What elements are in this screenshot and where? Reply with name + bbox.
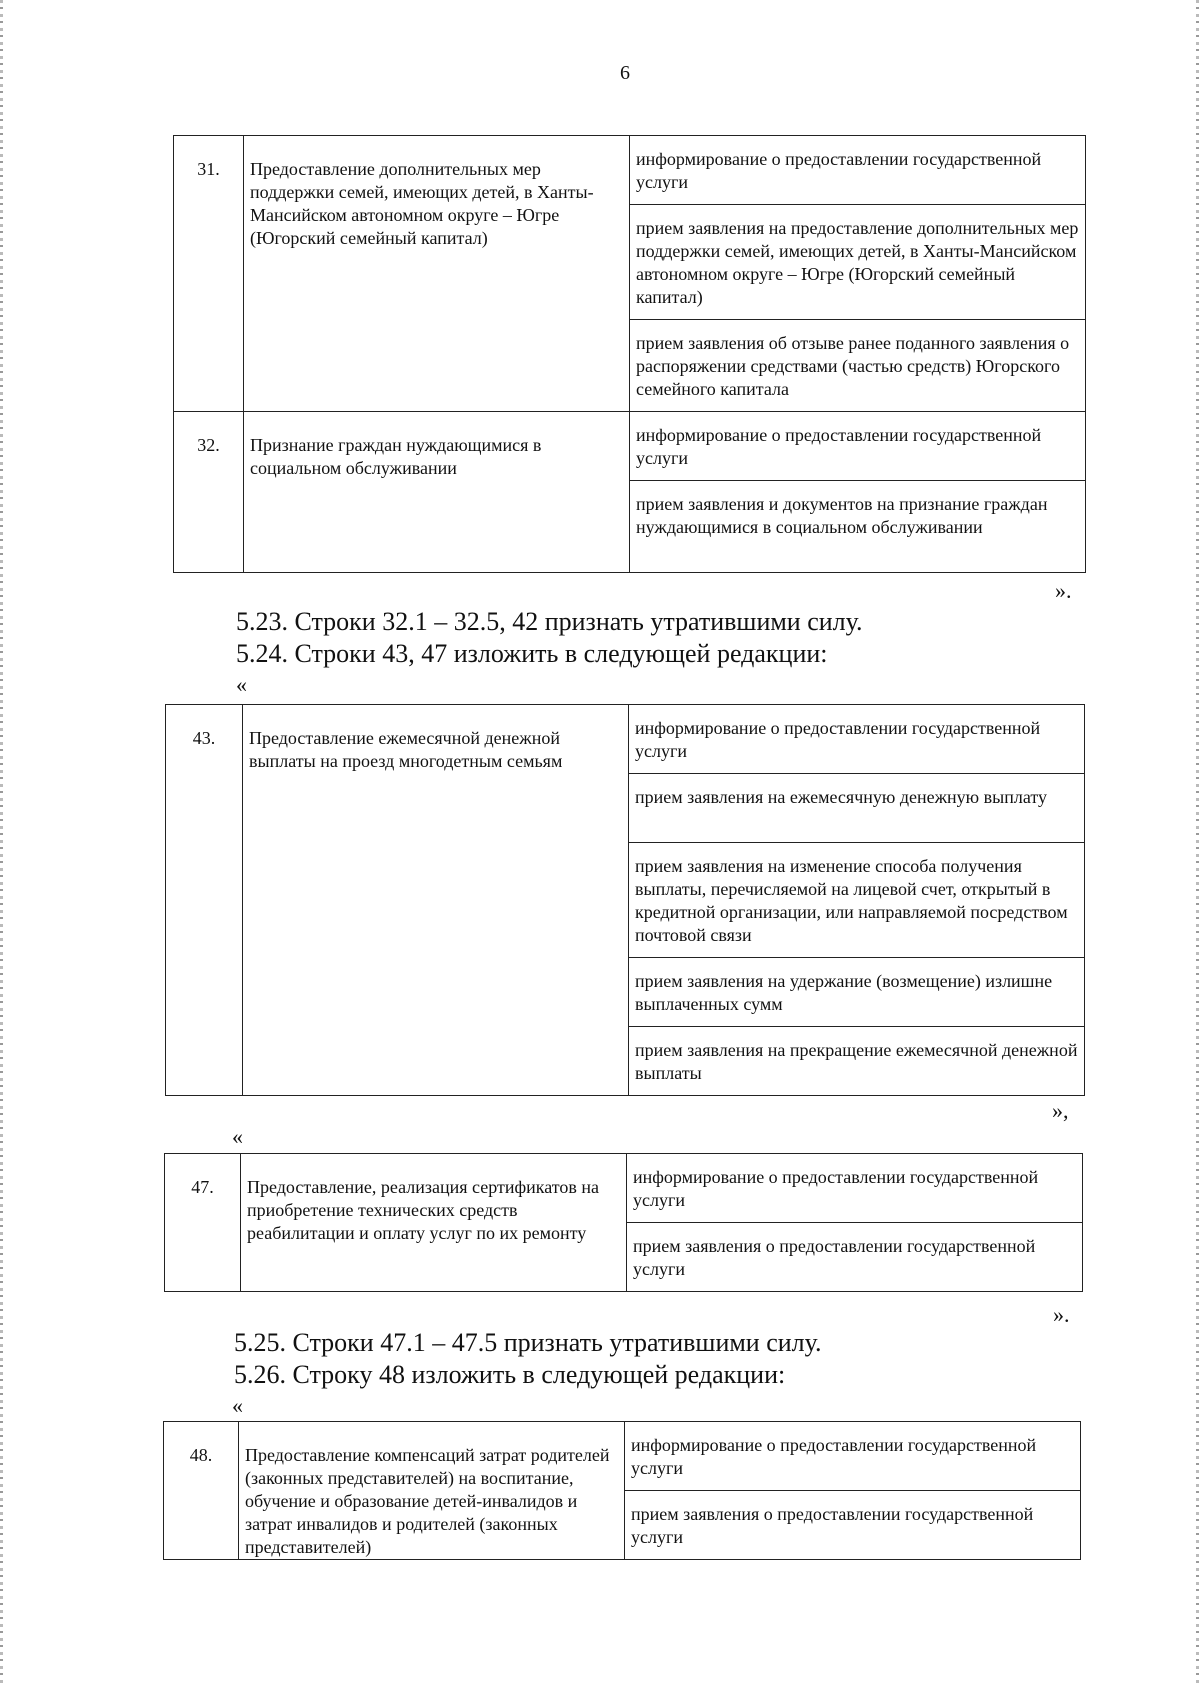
row-number: 43. [166,705,243,1096]
services-table-48 [163,1421,1081,1560]
service-name: Предоставление компенсаций затрат родителей (законных представителей) на воспитание, обучение и образование детей-инвалидов и затрат инвалидов и родителей (законных представителей) [239,1422,625,1560]
row-number: 31. [174,136,244,412]
service-name: Предоставление, реализация сертификатов на приобретение технических средств реабилитации и оплату услуг по их ремонту [241,1154,627,1292]
sub-service: информирование о предоставлении государственной услуги [625,1422,1081,1491]
table-row [174,136,1086,205]
sub-service: информирование о предоставлении государственной услуги [630,136,1086,205]
opening-quote: « [236,672,247,697]
opening-quote: « [232,1393,243,1418]
opening-quote: « [232,1124,243,1149]
paragraph-5-23: 5.23. Строки 32.1 – 32.5, 42 признать утратившими силу. [236,607,863,636]
sub-service: прием заявления о предоставлении государственной услуги [627,1223,1083,1292]
services-table-47 [164,1153,1083,1292]
table-row [164,1422,1081,1491]
table-row [166,705,1085,774]
paragraph-5-26: 5.26. Строку 48 изложить в следующей редакции: [234,1360,786,1389]
paragraph-5-25: 5.25. Строки 47.1 – 47.5 признать утратившими силу. [234,1328,822,1357]
row-number: 32. [174,412,244,573]
row-number: 48. [164,1422,239,1560]
row-number: 47. [165,1154,241,1292]
services-table-43 [165,704,1085,1096]
closing-quote: », [1052,1098,1069,1123]
table-row [174,412,1086,481]
scan-edge-right [1196,0,1199,1686]
sub-service: прием заявления на изменение способа получения выплаты, перечисляемой на лицевой счет, открытый в кредитной организации, или направляемой посредством почтовой связи [629,843,1085,958]
sub-service: информирование о предоставлении государственной услуги [630,412,1086,481]
service-name: Предоставление ежемесячной денежной выплаты на проезд многодетным семьям [243,705,629,1096]
page-number: 6 [620,62,630,84]
closing-quote: ». [1053,1302,1070,1327]
table-row [165,1154,1083,1223]
service-name: Предоставление дополнительных мер поддержки семей, имеющих детей, в Ханты-Мансийском автономном округе – Югре (Югорский семейный капитал) [244,136,630,412]
services-table-31-32 [173,135,1086,573]
sub-service: информирование о предоставлении государственной услуги [627,1154,1083,1223]
sub-service: информирование о предоставлении государственной услуги [629,705,1085,774]
scan-edge-left [0,0,3,1686]
sub-service: прием заявления на прекращение ежемесячной денежной выплаты [629,1027,1085,1096]
sub-service: прием заявления на предоставление дополнительных мер поддержки семей, имеющих детей, в Ханты-Мансийском автономном округе – Югре (Югорский семейный капитал) [630,205,1086,320]
paragraph-5-24: 5.24. Строки 43, 47 изложить в следующей редакции: [236,639,828,668]
sub-service: прием заявления на ежемесячную денежную выплату [629,774,1085,843]
sub-service: прием заявления и документов на признание граждан нуждающимися в социальном обслуживании [630,481,1086,573]
sub-service: прием заявления о предоставлении государственной услуги [625,1491,1081,1560]
sub-service: прием заявления об отзыве ранее поданного заявления о распоряжении средствами (частью средств) Югорского семейного капитала [630,320,1086,412]
closing-quote: ». [1055,578,1072,603]
sub-service: прием заявления на удержание (возмещение) излишне выплаченных сумм [629,958,1085,1027]
service-name: Признание граждан нуждающимися в социальном обслуживании [244,412,630,573]
